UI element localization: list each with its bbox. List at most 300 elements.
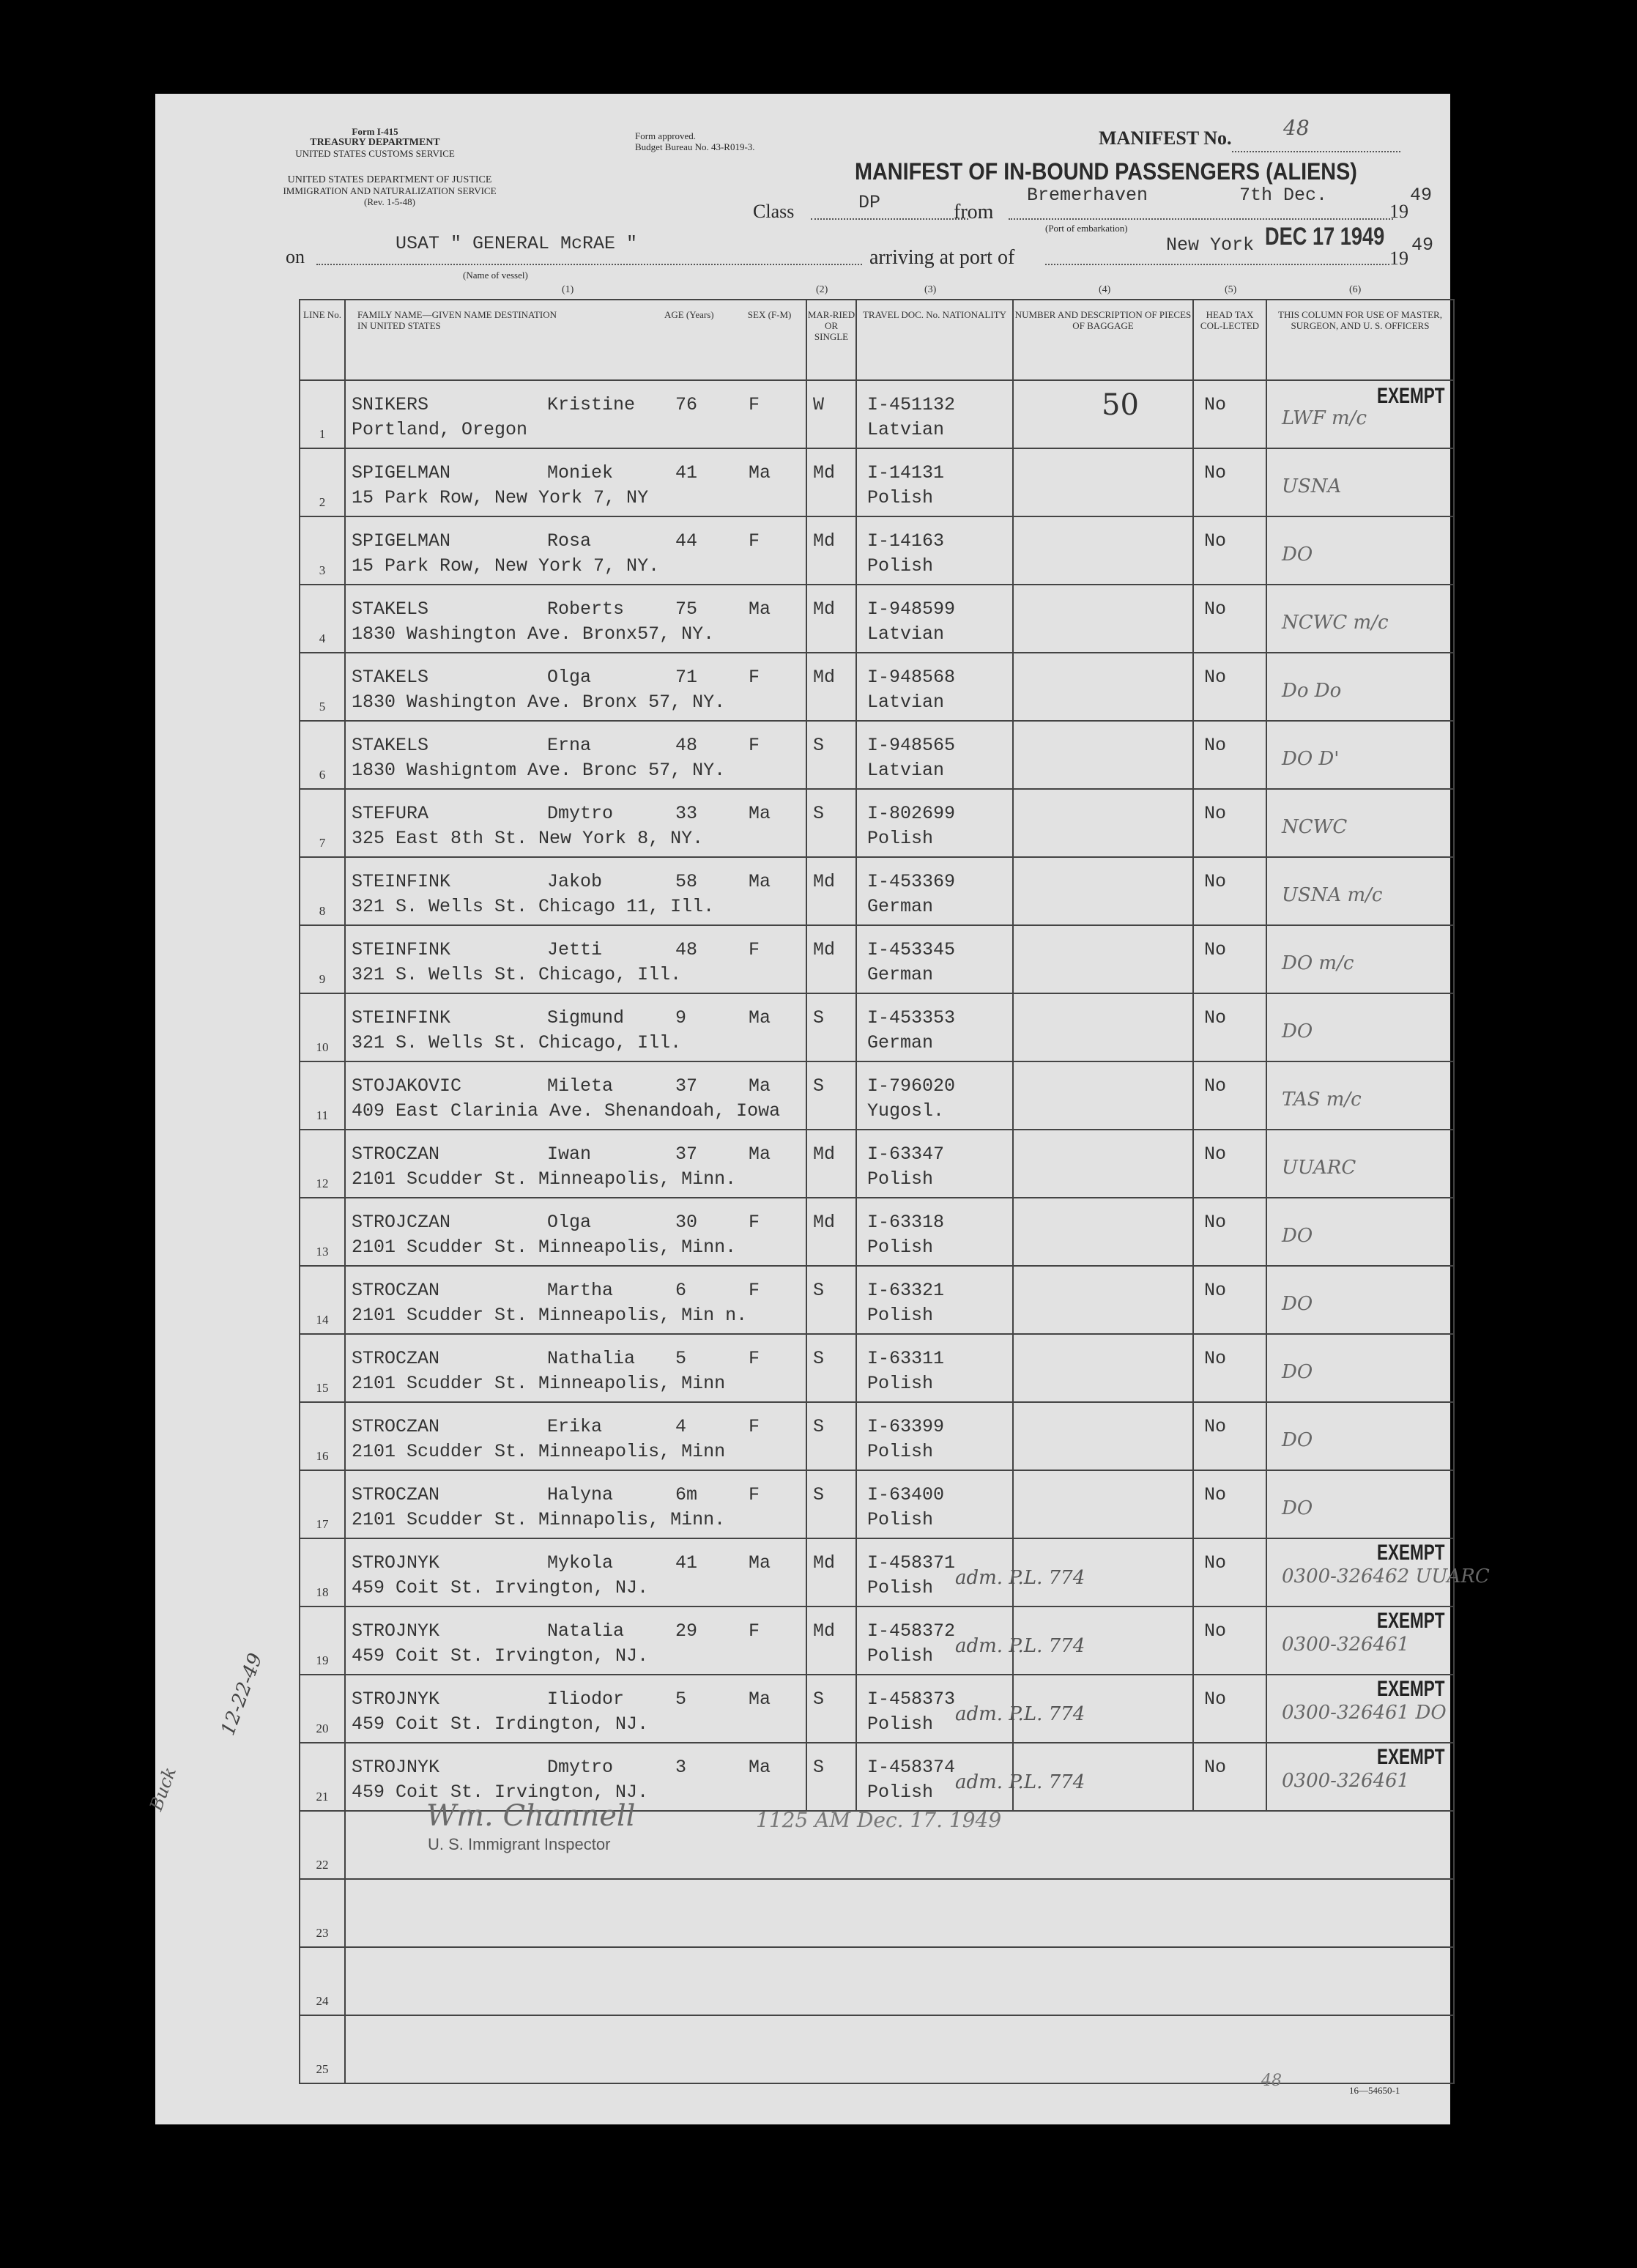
class-value: DP — [858, 192, 881, 213]
sex: F — [749, 530, 760, 552]
marital-status: S — [813, 1348, 825, 1369]
family-name: STEFURA — [352, 803, 429, 824]
sex: Ma — [749, 1075, 771, 1097]
vessel-note: (Name of vessel) — [463, 270, 528, 281]
family-name: SNIKERS — [352, 394, 429, 415]
given-name: Olga — [547, 1212, 592, 1233]
baggage-cell — [1013, 516, 1193, 585]
given-name: Roberts — [547, 598, 625, 620]
sex: Ma — [749, 462, 771, 483]
officer-cell — [1266, 1402, 1454, 1470]
name-cell — [345, 1198, 806, 1266]
vessel-line — [316, 264, 862, 265]
head-tax: No — [1204, 1280, 1227, 1301]
name-cell — [345, 1470, 806, 1538]
passenger-row — [300, 925, 1454, 993]
baggage-value: adm. P.L. 774 — [955, 1703, 1085, 1725]
baggage-cell — [955, 1743, 1193, 1811]
officer-cell — [1266, 925, 1454, 993]
officer-note: USNA — [1282, 475, 1342, 497]
officer-cell — [1266, 585, 1454, 653]
line-number: 13 — [316, 1245, 329, 1259]
name-cell — [345, 925, 806, 993]
doj-name: UNITED STATES DEPARTMENT OF JUSTICE — [287, 174, 492, 185]
travel-doc-no: I-63400 — [867, 1484, 945, 1505]
nationality: Latvian — [867, 623, 945, 645]
line-number-cell — [300, 925, 345, 993]
travel-doc-no: I-63311 — [867, 1348, 945, 1369]
officer-cell — [1266, 1606, 1454, 1675]
officer-cell — [1266, 1334, 1454, 1402]
travel-doc-no: I-948599 — [867, 598, 956, 620]
exempt-stamp: EXEMPT — [1377, 1677, 1445, 1701]
head-tax-cell — [1193, 1470, 1266, 1538]
form-number: Form I-415 — [352, 126, 398, 137]
col-num-3: (3) — [924, 284, 937, 295]
destination: 459 Coit St. Irvington, NJ. — [352, 1645, 649, 1667]
passenger-row — [300, 1402, 1454, 1470]
family-name: STROJNYK — [352, 1689, 440, 1710]
empty-row — [300, 1947, 1454, 2015]
inspector-signature: Wm. Channell — [426, 1799, 636, 1833]
head-tax-cell — [1193, 1606, 1266, 1675]
line-number: 23 — [316, 1926, 329, 1940]
nationality: Polish — [867, 1373, 934, 1394]
exempt-stamp: EXEMPT — [1377, 1745, 1445, 1769]
head-tax: No — [1204, 1007, 1227, 1029]
class-label: Class — [753, 201, 795, 222]
travel-doc-no: I-796020 — [867, 1075, 956, 1097]
officer-cell — [1266, 448, 1454, 516]
year-2: 49 — [1411, 234, 1434, 256]
travel-doc-no: I-948565 — [867, 735, 956, 756]
line-number-cell — [300, 1538, 345, 1606]
head-tax-cell — [1193, 653, 1266, 721]
empty-cell — [345, 1947, 1454, 2015]
head-tax-cell — [1193, 1334, 1266, 1402]
travel-doc-cell — [856, 1334, 1013, 1402]
marital-cell — [806, 925, 856, 993]
destination: 1830 Washigntom Ave. Bronc 57, NY. — [352, 760, 726, 781]
head-tax: No — [1204, 1144, 1227, 1165]
age: 58 — [675, 871, 698, 892]
destination: 2101 Scudder St. Minneapolis, Minn. — [352, 1237, 737, 1258]
line-number: 8 — [319, 904, 326, 918]
marital-cell — [806, 789, 856, 857]
family-name: STEINFINK — [352, 871, 451, 892]
line-number-cell — [300, 1811, 345, 1879]
marital-cell — [806, 1266, 856, 1334]
footer-code: 16—54650-1 — [1349, 2085, 1400, 2096]
line-number-cell — [300, 993, 345, 1061]
officer-cell — [1266, 1538, 1490, 1606]
nationality: Polish — [867, 1509, 934, 1530]
form-agency-block — [265, 126, 485, 159]
name-cell — [345, 448, 806, 516]
passenger-row — [300, 1334, 1454, 1402]
passenger-row — [300, 789, 1454, 857]
head-tax-cell — [1193, 993, 1266, 1061]
marital-cell — [806, 653, 856, 721]
line-number-cell — [300, 653, 345, 721]
marital-status: S — [813, 1757, 825, 1778]
approval-block — [635, 130, 755, 152]
line-number: 14 — [316, 1313, 329, 1327]
officer-note: UUARC — [1282, 1157, 1356, 1179]
travel-doc-no: I-458371 — [867, 1552, 956, 1574]
officer-cell — [1266, 993, 1454, 1061]
name-cell — [345, 1402, 806, 1470]
arrival-port: New York — [1166, 234, 1255, 256]
family-name: SPIGELMAN — [352, 462, 451, 483]
name-cell — [345, 516, 806, 585]
baggage-cell — [1013, 585, 1193, 653]
line-number-cell — [300, 721, 345, 789]
sex: F — [749, 1484, 760, 1505]
head-tax: No — [1204, 667, 1227, 688]
given-name: Kristine — [547, 394, 636, 415]
officer-note: DO — [1282, 544, 1313, 566]
name-cell — [345, 721, 806, 789]
name-cell — [345, 380, 806, 448]
given-name: Erna — [547, 735, 592, 756]
travel-doc-cell — [856, 380, 1013, 448]
ins-name: IMMIGRATION AND NATURALIZATION SERVICE — [283, 185, 497, 196]
travel-doc-no: I-458373 — [867, 1689, 956, 1710]
line-number-cell — [300, 1947, 345, 2015]
line-number: 19 — [316, 1653, 329, 1667]
family-name: STEINFINK — [352, 939, 451, 960]
col-header-officers: THIS COLUMN FOR USE OF MASTER, SURGEON, AND U. S. OFFICERS — [1266, 300, 1454, 380]
destination: 459 Coit St. Irvington, NJ. — [352, 1782, 649, 1803]
passenger-row — [300, 1198, 1454, 1266]
travel-doc-cell — [856, 993, 1013, 1061]
nationality: Polish — [867, 1305, 934, 1326]
name-cell — [345, 789, 806, 857]
given-name: Nathalia — [547, 1348, 636, 1369]
officer-note: 0300-326462 UUARC — [1282, 1565, 1490, 1587]
marital-cell — [806, 380, 856, 448]
line-number-cell — [300, 1402, 345, 1470]
marital-status: S — [813, 803, 825, 824]
empty-row — [300, 1879, 1454, 1947]
footer-hand-number: 48 — [1261, 2072, 1282, 2090]
line-number: 6 — [319, 768, 326, 782]
port-embarkation-note: (Port of embarkation) — [1045, 223, 1128, 234]
line-number-cell — [300, 1606, 345, 1675]
officer-cell — [1266, 1198, 1454, 1266]
exempt-stamp: EXEMPT — [1377, 1609, 1445, 1633]
age: 33 — [675, 803, 698, 824]
nationality: Polish — [867, 1168, 934, 1190]
family-name: STROCZAN — [352, 1416, 440, 1437]
destination: 15 Park Row, New York 7, NY. — [352, 555, 660, 577]
nationality: Latvian — [867, 692, 945, 713]
marital-cell — [806, 1470, 856, 1538]
marital-status: Md — [813, 530, 836, 552]
embarkation-date: 7th Dec. — [1239, 185, 1328, 206]
age: 5 — [675, 1348, 687, 1369]
line-number-cell — [300, 1470, 345, 1538]
nationality: Yugosl. — [867, 1100, 945, 1122]
head-tax-cell — [1193, 1675, 1266, 1743]
age: 48 — [675, 939, 698, 960]
age: 76 — [675, 394, 698, 415]
col-num-1: (1) — [562, 284, 574, 295]
name-cell — [345, 993, 806, 1061]
passenger-row — [300, 993, 1454, 1061]
officer-note: DO m/c — [1282, 952, 1354, 974]
line-number: 4 — [319, 631, 326, 645]
passenger-row — [300, 516, 1454, 585]
passenger-row — [300, 1130, 1454, 1198]
manifest-title: MANIFEST OF IN-BOUND PASSENGERS (ALIENS) — [855, 158, 1357, 185]
head-tax-cell — [1193, 1198, 1266, 1266]
marital-status: Md — [813, 462, 836, 483]
head-tax-cell — [1193, 1061, 1266, 1130]
travel-doc-no: I-63318 — [867, 1212, 945, 1233]
officer-note: USNA m/c — [1282, 884, 1383, 906]
baggage-cell — [1013, 993, 1193, 1061]
destination: 2101 Scudder St. Minneapolis, Minn — [352, 1373, 726, 1394]
baggage-cell — [1013, 1061, 1193, 1130]
sex: F — [749, 394, 760, 415]
head-tax: No — [1204, 1416, 1227, 1437]
officer-cell — [1266, 789, 1454, 857]
age: 29 — [675, 1620, 698, 1642]
margin-note: Buck — [145, 1764, 181, 1814]
travel-doc-no: I-453353 — [867, 1007, 956, 1029]
marital-status: Md — [813, 939, 836, 960]
sex: F — [749, 1348, 760, 1369]
sex: Ma — [749, 803, 771, 824]
line-number-cell — [300, 1675, 345, 1743]
nationality: Latvian — [867, 419, 945, 440]
destination: 2101 Scudder St. Minneapolis, Minn — [352, 1441, 726, 1462]
marital-cell — [806, 1606, 856, 1675]
age: 41 — [675, 462, 698, 483]
form-revision: (Rev. 1-5-48) — [364, 196, 415, 207]
line-number: 15 — [316, 1381, 329, 1395]
given-name: Rosa — [547, 530, 592, 552]
inspection-time: 1125 AM Dec. 17. 1949 — [756, 1808, 1002, 1832]
passenger-row — [300, 448, 1454, 516]
on-label: on — [286, 246, 305, 267]
name-cell — [345, 1061, 806, 1130]
given-name: Erika — [547, 1416, 603, 1437]
line-number: 1 — [319, 427, 326, 441]
age: 71 — [675, 667, 698, 688]
col-num-4: (4) — [1099, 284, 1111, 295]
travel-doc-cell — [856, 1402, 1013, 1470]
line-number-cell — [300, 1743, 345, 1811]
vessel-name: USAT " GENERAL McRAE " — [396, 233, 638, 254]
baggage-value: adm. P.L. 774 — [955, 1771, 1085, 1793]
line-number-cell — [300, 1130, 345, 1198]
head-tax-cell — [1193, 1743, 1266, 1811]
family-name: STAKELS — [352, 735, 429, 756]
given-name: Dmytro — [547, 803, 614, 824]
line-number: 11 — [316, 1108, 329, 1122]
travel-doc-no: I-453345 — [867, 939, 956, 960]
marital-cell — [806, 1402, 856, 1470]
head-tax: No — [1204, 939, 1227, 960]
line-number-cell — [300, 789, 345, 857]
inspector-title: U. S. Immigrant Inspector — [428, 1835, 611, 1853]
line-number: 10 — [316, 1040, 329, 1054]
nationality: Polish — [867, 1577, 934, 1598]
destination: 1830 Washington Ave. Bronx 57, NY. — [352, 692, 726, 713]
passenger-row — [300, 1470, 1454, 1538]
col-header-travel: TRAVEL DOC. No. NATIONALITY — [856, 300, 1013, 380]
name-cell — [345, 1334, 806, 1402]
baggage-cell — [1013, 1130, 1193, 1198]
given-name: Moniek — [547, 462, 614, 483]
exempt-stamp: EXEMPT — [1377, 384, 1445, 408]
age: 75 — [675, 598, 698, 620]
travel-doc-no: I-14163 — [867, 530, 945, 552]
officer-note: DO — [1282, 1020, 1313, 1042]
travel-doc-cell — [856, 1198, 1013, 1266]
passenger-row — [300, 1061, 1454, 1130]
nationality: German — [867, 964, 934, 985]
given-name: Sigmund — [547, 1007, 625, 1029]
exempt-stamp: EXEMPT — [1377, 1541, 1445, 1565]
age: 44 — [675, 530, 698, 552]
family-name: STAKELS — [352, 667, 429, 688]
head-tax-cell — [1193, 516, 1266, 585]
officer-cell — [1266, 1266, 1454, 1334]
marital-status: S — [813, 1075, 825, 1097]
travel-doc-cell — [856, 448, 1013, 516]
travel-doc-no: I-458372 — [867, 1620, 956, 1642]
family-name: STROJNYK — [352, 1757, 440, 1778]
age: 6 — [675, 1280, 687, 1301]
manifest-no-value: 48 — [1283, 116, 1310, 140]
line-number-cell — [300, 1334, 345, 1402]
name-cell — [345, 1130, 806, 1198]
officer-cell — [1266, 1061, 1454, 1130]
travel-doc-no: I-63347 — [867, 1144, 945, 1165]
officer-note: TAS m/c — [1282, 1089, 1362, 1111]
given-name: Olga — [547, 667, 592, 688]
line-number: 12 — [316, 1176, 329, 1190]
sex: F — [749, 1212, 760, 1233]
travel-doc-cell — [856, 789, 1013, 857]
baggage-cell — [1013, 721, 1193, 789]
baggage-cell — [1013, 1198, 1193, 1266]
marital-cell — [806, 1198, 856, 1266]
age: 30 — [675, 1212, 698, 1233]
col-header-name-block — [345, 300, 806, 380]
officer-note: DO — [1282, 1429, 1313, 1451]
destination: 2101 Scudder St. Minneapolis, Min n. — [352, 1305, 748, 1326]
destination: 459 Coit St. Irvington, NJ. — [352, 1577, 649, 1598]
travel-doc-cell — [856, 653, 1013, 721]
officer-note: LWF m/c — [1282, 407, 1367, 429]
baggage-cell — [1013, 1334, 1193, 1402]
line-number: 3 — [319, 563, 326, 577]
destination: 2101 Scudder St. Minneapolis, Minn. — [352, 1168, 737, 1190]
year-prefix-1: 19 — [1389, 201, 1408, 222]
marital-cell — [806, 1675, 856, 1743]
travel-doc-no: I-948568 — [867, 667, 956, 688]
officer-note: NCWC m/c — [1282, 612, 1389, 634]
officer-note: DO — [1282, 1497, 1313, 1519]
doj-block — [280, 174, 500, 207]
given-name: Jetti — [547, 939, 603, 960]
destination: 321 S. Wells St. Chicago 11, Ill. — [352, 896, 715, 917]
officer-cell — [1266, 1675, 1454, 1743]
sex: Ma — [749, 871, 771, 892]
marital-cell — [806, 585, 856, 653]
head-tax-cell — [1193, 721, 1266, 789]
sex: Ma — [749, 1144, 771, 1165]
sex: Ma — [749, 1757, 771, 1778]
class-line — [811, 218, 968, 220]
marital-status: Md — [813, 598, 836, 620]
passenger-row — [300, 1266, 1454, 1334]
col-header-headtax: HEAD TAX COL-LECTED — [1193, 300, 1266, 380]
baggage-cell — [955, 1538, 1193, 1606]
marital-status: S — [813, 1416, 825, 1437]
destination: 459 Coit St. Irdington, NJ. — [352, 1713, 649, 1735]
head-tax: No — [1204, 530, 1227, 552]
age: 5 — [675, 1689, 687, 1710]
sex: F — [749, 735, 760, 756]
officer-cell — [1266, 857, 1454, 925]
col-header-age: AGE (Years) — [664, 309, 714, 320]
officer-note: DO D' — [1282, 748, 1340, 770]
age: 37 — [675, 1144, 698, 1165]
head-tax: No — [1204, 1348, 1227, 1369]
passenger-row — [300, 653, 1454, 721]
travel-doc-cell — [856, 857, 1013, 925]
baggage-cell — [1013, 653, 1193, 721]
officer-cell — [1266, 516, 1454, 585]
arriving-label: arriving at port of — [869, 246, 1015, 269]
arrival-line — [1045, 264, 1389, 265]
marital-status: S — [813, 735, 825, 756]
marital-cell — [806, 1130, 856, 1198]
officer-note: 0300-326461 — [1282, 1634, 1410, 1656]
head-tax: No — [1204, 735, 1227, 756]
sex: F — [749, 1620, 760, 1642]
destination: 409 East Clarinia Ave. Shenandoah, Iowa — [352, 1100, 781, 1122]
marital-status: Md — [813, 1620, 836, 1642]
nationality: German — [867, 1032, 934, 1053]
travel-doc-no: I-451132 — [867, 394, 956, 415]
marital-status: S — [813, 1484, 825, 1505]
family-name: STROCZAN — [352, 1280, 440, 1301]
travel-doc-cell — [856, 1130, 1013, 1198]
family-name: STROJNYK — [352, 1620, 440, 1642]
col-num-6: (6) — [1349, 284, 1362, 295]
age: 9 — [675, 1007, 687, 1029]
given-name: Jakob — [547, 871, 603, 892]
customs-service: UNITED STATES CUSTOMS SERVICE — [295, 148, 455, 159]
line-number-cell — [300, 1879, 345, 1947]
baggage-cell — [1013, 857, 1193, 925]
line-number-cell — [300, 380, 345, 448]
family-name: STROCZAN — [352, 1144, 440, 1165]
marital-status: S — [813, 1007, 825, 1029]
travel-doc-cell — [856, 585, 1013, 653]
family-name: STROJCZAN — [352, 1212, 451, 1233]
line-number: 16 — [316, 1449, 329, 1463]
officer-cell — [1266, 653, 1454, 721]
head-tax-cell — [1193, 1266, 1266, 1334]
